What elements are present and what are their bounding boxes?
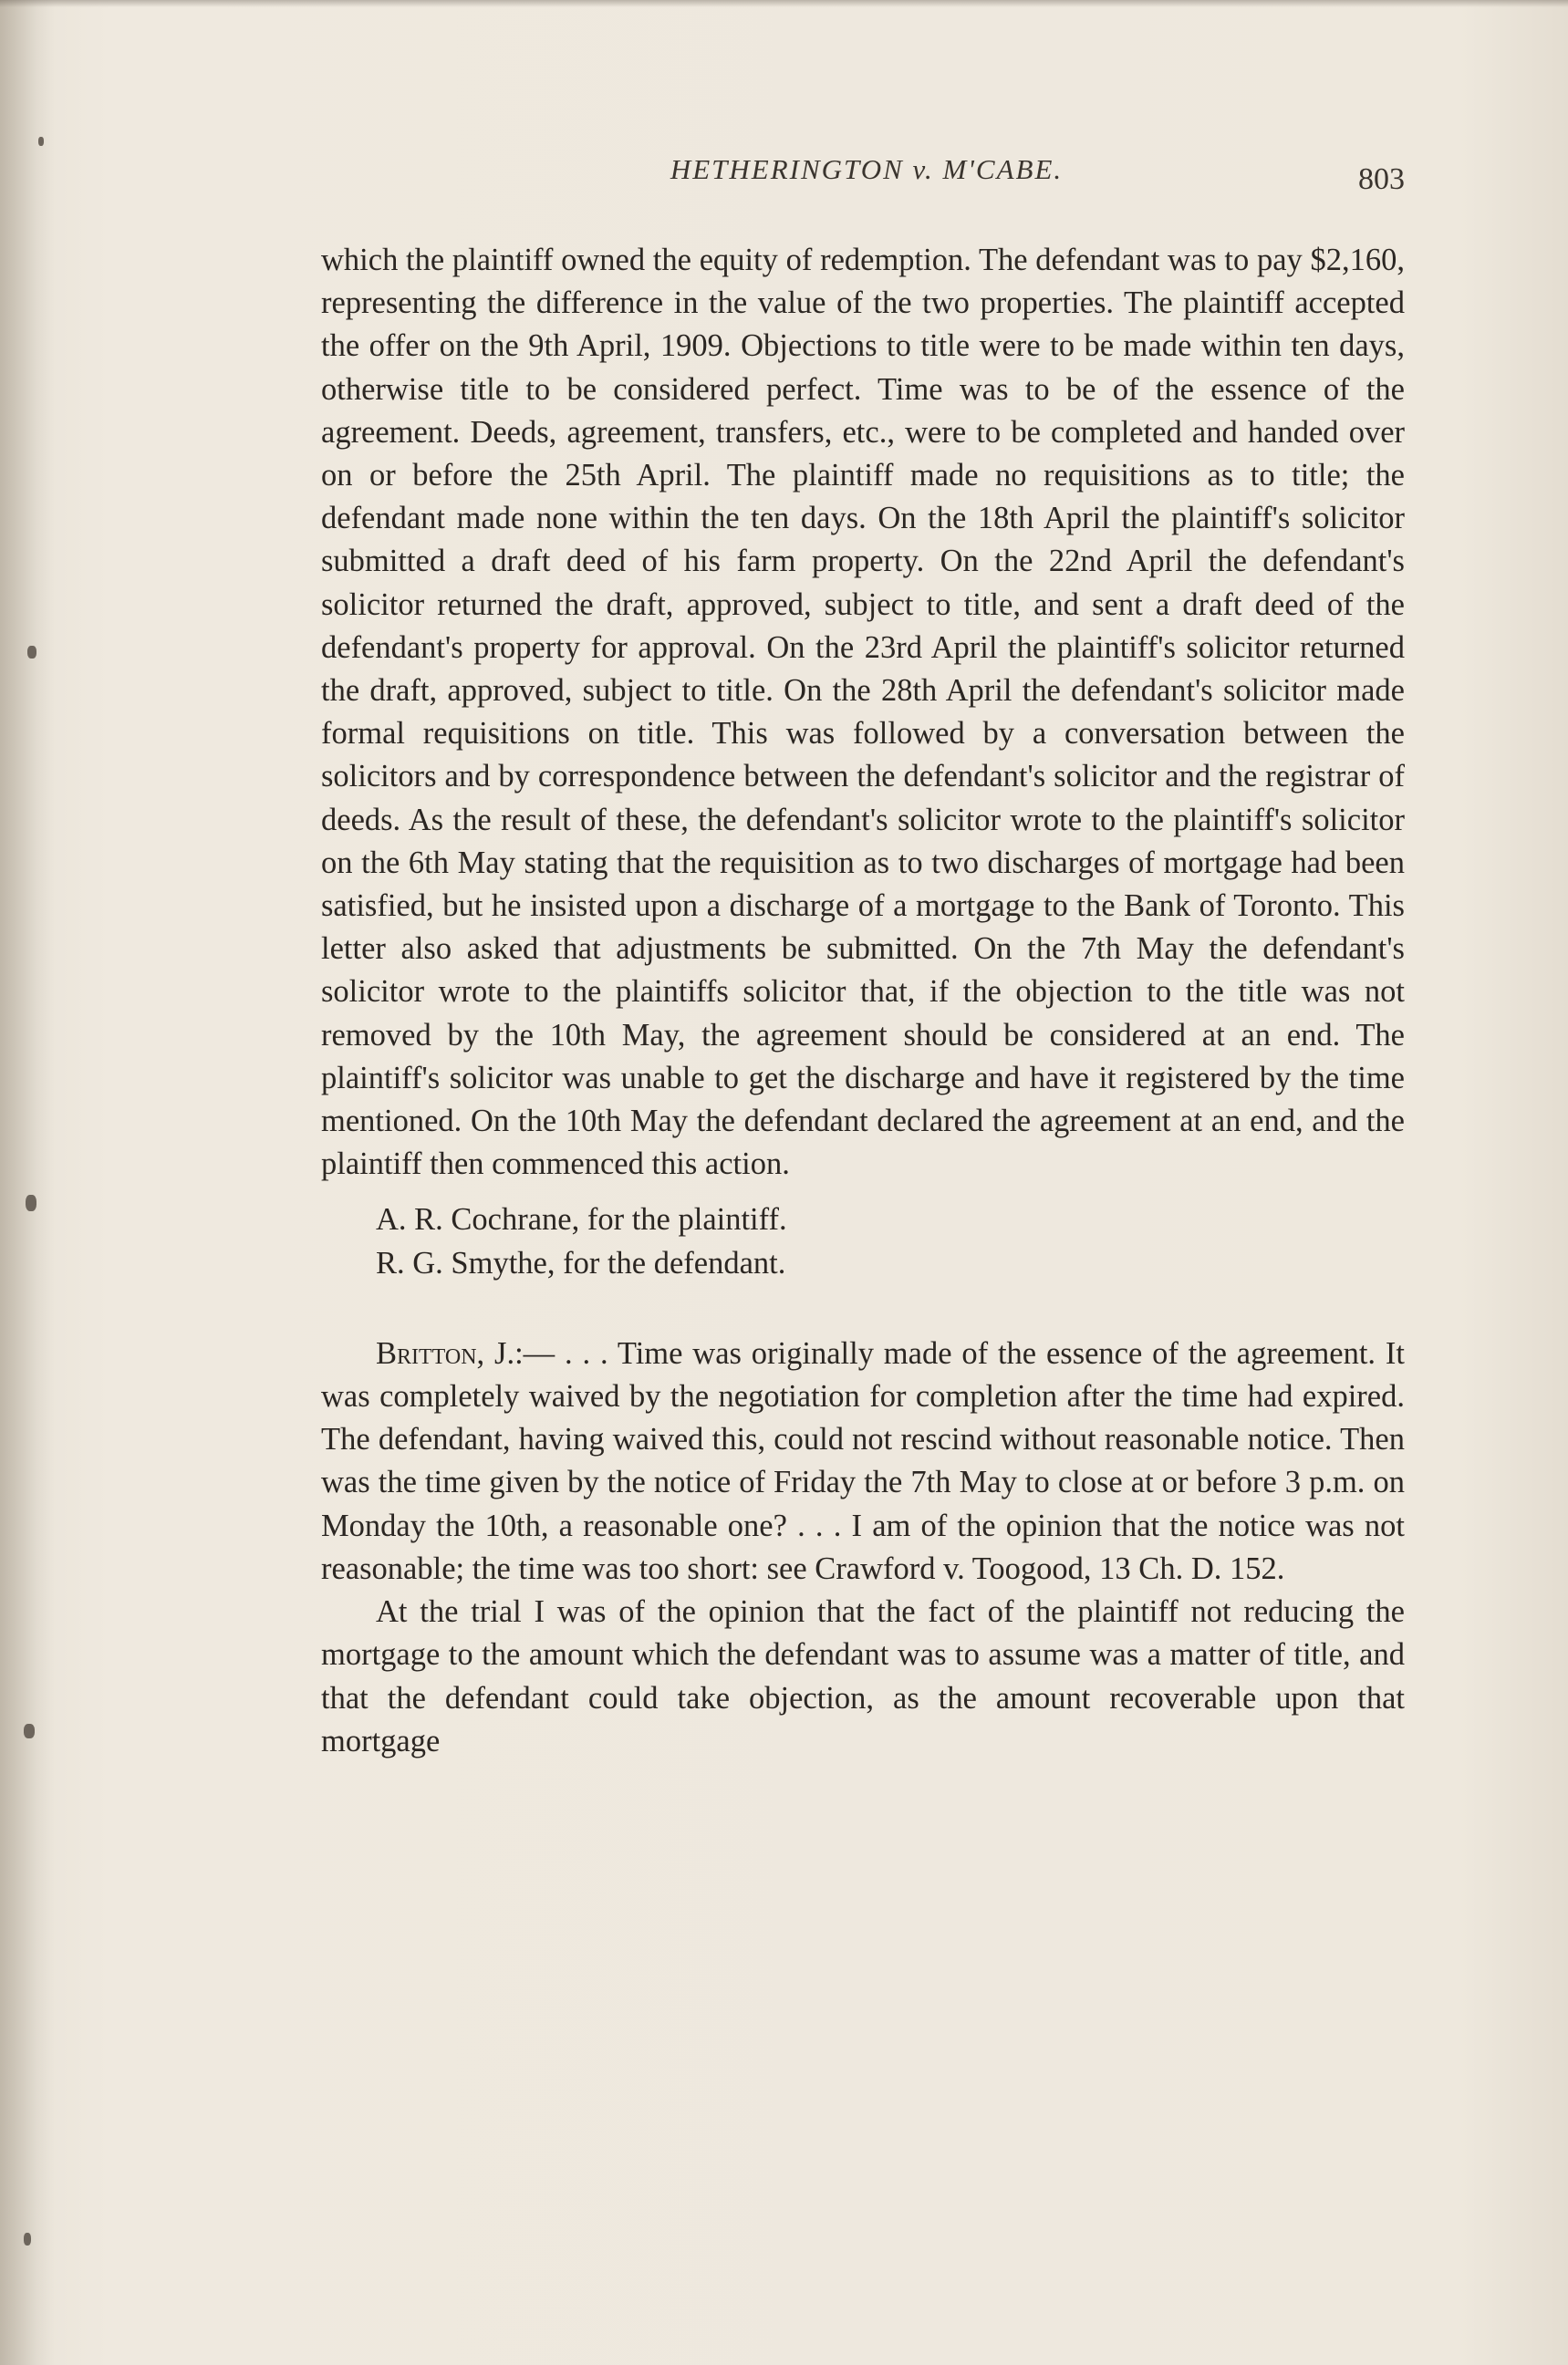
binding-gutter — [0, 0, 55, 2365]
page-body — [321, 239, 1405, 1763]
binding-mark — [26, 1195, 36, 1211]
page-number: 803 — [1358, 162, 1405, 196]
binding-mark — [24, 1724, 35, 1738]
counsel-plaintiff: A. R. Cochrane, for the plaintiff. — [376, 1202, 787, 1238]
counsel-defendant: R. G. Smythe, for the defendant. — [376, 1245, 786, 1281]
running-head: HETHERINGTON v. M'CABE. — [670, 153, 1064, 185]
page-header — [319, 153, 1405, 208]
judgment-text: :— . . . Time was originally made of the essence of the agreement. It was completely waived by the negotiation for completion after the time had expired. The defendant, having waived this, could not rescind without reasonable notice. Then was the time given by the notice of Friday the 7th May to close at or before 3 p.m. on Monday the 10th, a reasonable one? . . . I am of the opinion that the notice was not reasonable; the time was too short: see Crawford v. Toogood, 13 Ch. D. 152. — [321, 1335, 1405, 1586]
judgment-continuation: At the trial I was of the opinion that the fact of the plaintiff not reducing the mortgage to the amount which the defendant was to assume was a matter of title, and that the defendant could take objection, as the amount recoverable upon that mortgage — [321, 1594, 1405, 1758]
judge-name: Britton, J. — [376, 1335, 515, 1371]
judgment-paragraph — [321, 1333, 1405, 1591]
facts-paragraph: which the plaintiff owned the equity of redemption. The defendant was to pay $2,160, representing the difference in the value of the two properties. The plaintiff accepted the offer on the 9th April, 1909. Objections to title were to be made within ten days, otherwise title to be considered perfect. Time was to be of the essence of the agreement. Deeds, agreement, transfers, etc., were to be completed and handed over on or before the 25th April. The plaintiff made no requisitions as to title; the defendant made none within the ten days. On the 18th April the plaintiff's solicitor submitted a draft deed of his farm property. On the 22nd April the defendant's solicitor returned the draft, approved, subject to title, and sent a draft deed of the defendant's property for approval. On the 23rd April the plaintiff's solicitor returned the draft, approved, subject to title. On the 28th April the defendant's solicitor made formal requisitions on title. This was followed by a conversation between the solicitors and by correspondence between the defendant's solicitor and the registrar of deeds. As the result of these, the defendant's solicitor wrote to the plaintiff's solicitor on the 6th May stating that the requisition as to two discharges of mortgage had been satisfied, but he insisted upon a discharge of a mortgage to the Bank of Toronto. This letter also asked that adjustments be submitted. On the 7th May the defendant's solicitor wrote to the plaintiffs solicitor that, if the objection to the title was not removed by the 10th May, the agreement should be considered at an end. The plaintiff's solicitor was unable to get the discharge and have it registered by the time mentioned. On the 10th May the defendant declared the agreement at an end, and the plaintiff then commenced this action. — [321, 243, 1405, 1182]
binding-mark — [27, 646, 36, 659]
page-top-edge — [0, 0, 1568, 7]
binding-mark — [38, 137, 44, 146]
binding-mark — [24, 2233, 31, 2246]
